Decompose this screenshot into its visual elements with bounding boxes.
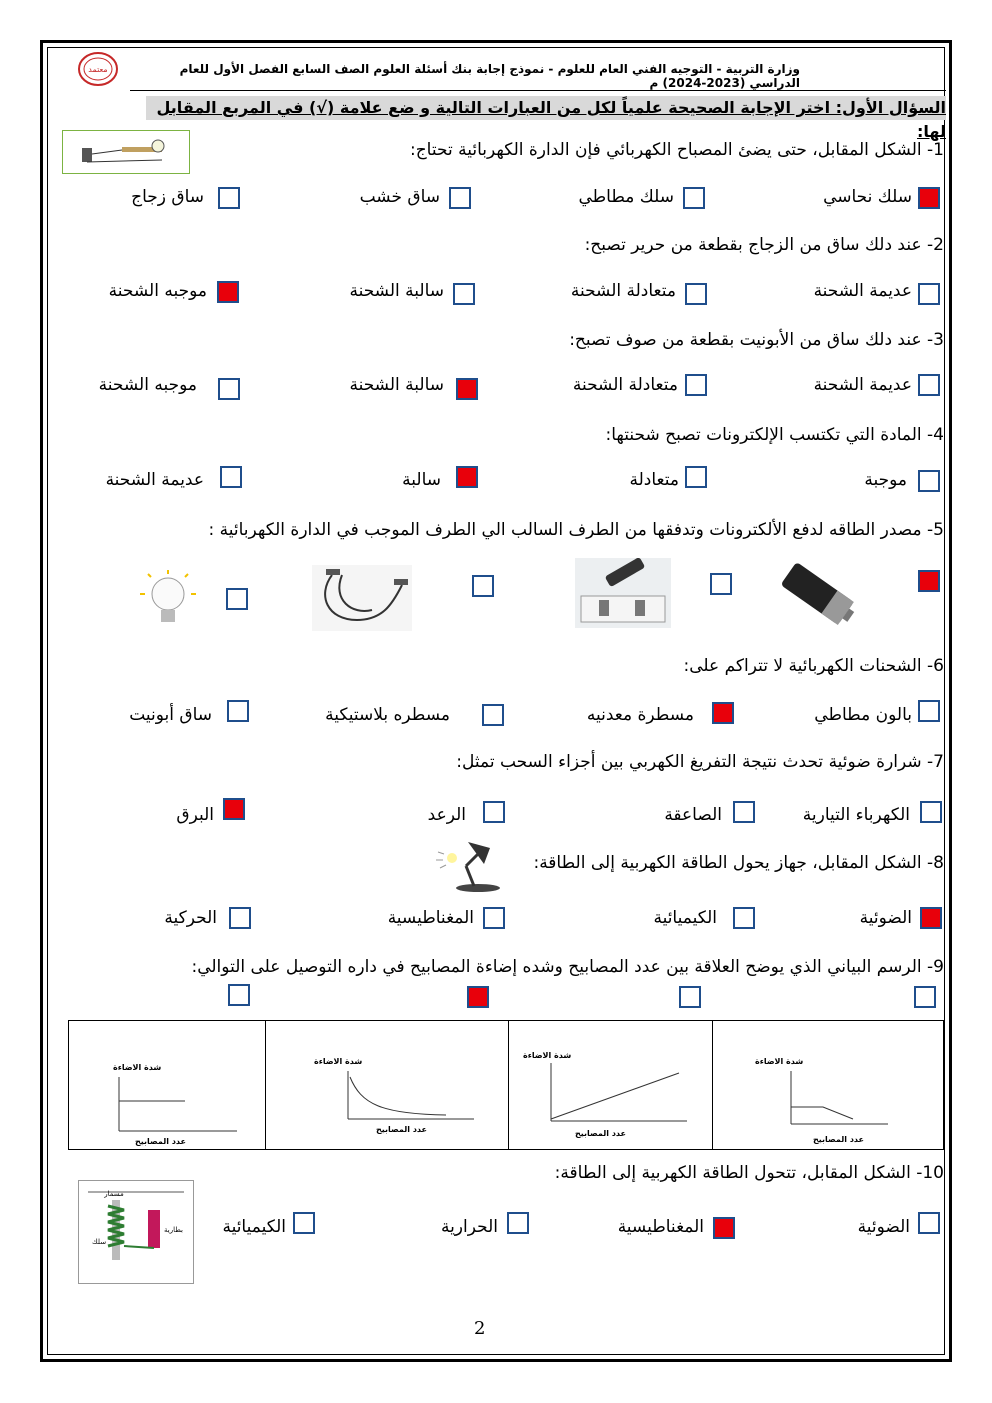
q3-option-3-checkbox[interactable] bbox=[456, 378, 478, 400]
q1-option-1-checkbox[interactable] bbox=[918, 187, 940, 209]
q8-option-3: المغناطيسية bbox=[387, 908, 474, 928]
wires-image bbox=[312, 565, 412, 631]
q2-option-2-checkbox[interactable] bbox=[685, 283, 707, 305]
question-8: 8- الشكل المقابل، جهاز يحول الطاقة الكهربية إلى الطاقة: bbox=[533, 853, 944, 873]
q8-option-3-checkbox[interactable] bbox=[483, 907, 505, 929]
q5-option-3-checkbox[interactable] bbox=[472, 575, 494, 597]
q4-option-4: عديمة الشحنة bbox=[105, 470, 204, 490]
q6-option-2: مسطرة معدنيه bbox=[586, 705, 694, 725]
q1-option-2-checkbox[interactable] bbox=[683, 187, 705, 209]
graph-2-xlabel: عدد المصابيح bbox=[575, 1129, 627, 1138]
q1-option-4-checkbox[interactable] bbox=[218, 187, 240, 209]
q8-option-2-checkbox[interactable] bbox=[733, 907, 755, 929]
q6-option-2-checkbox[interactable] bbox=[712, 702, 734, 724]
graph-3-xlabel: عدد المصابيح bbox=[376, 1125, 428, 1134]
q6-option-3-checkbox[interactable] bbox=[482, 704, 504, 726]
bulb-image bbox=[135, 568, 201, 634]
q8-option-2: الكيميائية bbox=[653, 908, 717, 928]
q8-option-4: الحركية bbox=[164, 908, 217, 928]
circuit-figure bbox=[62, 130, 190, 174]
section-title: السؤال الأول: اختر الإجابة الصحيحة علمياً لكل من العبارات التالية و ضع علامة (√) في المربع المقابل لها: bbox=[146, 96, 946, 120]
q8-option-1-checkbox[interactable] bbox=[920, 907, 942, 929]
q7-option-2-checkbox[interactable] bbox=[733, 801, 755, 823]
question-6: 6- الشحنات الكهربائية لا تتراكم على: bbox=[683, 656, 944, 676]
graph-3-plot bbox=[336, 1069, 476, 1121]
graph-3 bbox=[265, 1021, 509, 1149]
q1-option-3: ساق خشب bbox=[359, 187, 440, 207]
q3-option-1: عديمة الشحنة bbox=[813, 375, 912, 395]
q8-option-4-checkbox[interactable] bbox=[229, 907, 251, 929]
q2-option-2: متعادلة الشحنة bbox=[570, 281, 676, 301]
q10-option-2: المغناطيسية bbox=[617, 1217, 704, 1237]
q1-option-2: سلك مطاطي bbox=[578, 187, 674, 207]
logo-text: معتمد bbox=[88, 65, 108, 74]
graph-3-ylabel: شدة الاضاءة bbox=[314, 1057, 363, 1066]
page-header: وزارة التربية - التوجيه الفني العام للعلوم - نموذج إجابة بنك أسئلة العلوم الصف السابع الفصل الأول للعام الدراسي (2023-2024) م bbox=[179, 62, 800, 90]
fig-nail-label: مسمار bbox=[104, 1190, 124, 1198]
q9-option-3-checkbox[interactable] bbox=[467, 986, 489, 1008]
switch-image bbox=[575, 558, 671, 628]
graph-4 bbox=[69, 1021, 265, 1149]
q6-option-4: ساق أبونيت bbox=[129, 705, 212, 725]
graph-4-ylabel: شدة الاضاءة bbox=[113, 1063, 162, 1072]
q8-option-1: الضوئية bbox=[859, 908, 912, 928]
q10-option-1-checkbox[interactable] bbox=[918, 1212, 940, 1234]
q7-option-1: الكهرباء التيارية bbox=[802, 805, 910, 825]
header-divider bbox=[130, 90, 946, 91]
graph-1-plot bbox=[753, 1069, 893, 1129]
graph-2-ylabel: شدة الاضاءة bbox=[523, 1051, 572, 1060]
desk-lamp-image bbox=[428, 838, 512, 894]
q2-option-1: عديمة الشحنة bbox=[813, 281, 912, 301]
graph-1-xlabel: عدد المصابيح bbox=[813, 1135, 865, 1144]
q1-option-1: سلك نحاسي bbox=[823, 187, 912, 207]
q2-option-4-checkbox[interactable] bbox=[217, 281, 239, 303]
q7-option-2: الصاعقة bbox=[664, 805, 722, 825]
q7-option-3-checkbox[interactable] bbox=[483, 801, 505, 823]
fig-wire-label: سلك bbox=[92, 1238, 107, 1246]
q2-option-3-checkbox[interactable] bbox=[453, 283, 475, 305]
q10-option-2-checkbox[interactable] bbox=[713, 1217, 735, 1239]
question-7: 7- شرارة ضوئية تحدث نتيجة التفريغ الكهربي بين أجزاء السحب تمثل: bbox=[456, 752, 944, 772]
q2-option-4: موجبه الشحنة bbox=[108, 281, 207, 301]
q6-option-1-checkbox[interactable] bbox=[918, 700, 940, 722]
ministry-logo bbox=[78, 52, 118, 86]
q7-option-4-checkbox[interactable] bbox=[223, 798, 245, 820]
q10-option-4: الكيميائية bbox=[222, 1217, 286, 1237]
q9-option-4-checkbox[interactable] bbox=[228, 984, 250, 1006]
question-4: 4- المادة التي تكتسب الإلكترونات تصبح شحنتها: bbox=[605, 425, 944, 445]
graph-1-ylabel: شدة الاضاءة bbox=[755, 1057, 804, 1066]
q2-option-1-checkbox[interactable] bbox=[918, 283, 940, 305]
q4-option-2-checkbox[interactable] bbox=[685, 466, 707, 488]
q4-option-1-checkbox[interactable] bbox=[918, 470, 940, 492]
graph-4-xlabel: عدد المصابيح bbox=[135, 1137, 187, 1146]
q10-option-3-checkbox[interactable] bbox=[507, 1212, 529, 1234]
q3-option-1-checkbox[interactable] bbox=[918, 374, 940, 396]
graph-1 bbox=[712, 1021, 945, 1149]
battery-image bbox=[772, 560, 864, 628]
q6-option-4-checkbox[interactable] bbox=[227, 700, 249, 722]
q10-option-1: الضوئية bbox=[857, 1217, 910, 1237]
q4-option-4-checkbox[interactable] bbox=[220, 466, 242, 488]
q3-option-3: سالبة الشحنة bbox=[349, 375, 444, 395]
graph-4-plot bbox=[109, 1075, 239, 1133]
q7-option-3: الرعد bbox=[427, 805, 466, 825]
q7-option-4: البرق bbox=[176, 805, 214, 825]
q6-option-1: بالون مطاطي bbox=[814, 705, 912, 725]
question-5: 5- مصدر الطاقه لدفع الألكترونات وتدفقها من الطرف السالب الي الطرف الموجب في الدارة الكهربائية : bbox=[208, 520, 944, 540]
q10-option-3: الحرارية bbox=[440, 1217, 498, 1237]
question-3: 3- عند دلك ساق من الأبونيت بقطعة من صوف تصبح: bbox=[569, 330, 944, 350]
q1-option-3-checkbox[interactable] bbox=[449, 187, 471, 209]
question-10: 10- الشكل المقابل، تتحول الطاقة الكهربية إلى الطاقة: bbox=[554, 1163, 944, 1183]
fig-battery-label: بطارية bbox=[164, 1226, 183, 1234]
q3-option-4-checkbox[interactable] bbox=[218, 378, 240, 400]
q4-option-1: موجبة bbox=[864, 470, 907, 490]
question-9: 9- الرسم البياني الذي يوضح العلاقة بين عدد المصابيح وشده إضاءة المصابيح في داره التوصيل على التوالي: bbox=[191, 957, 944, 977]
question-2: 2- عند دلك ساق من الزجاج بقطعة من حرير تصبح: bbox=[584, 235, 944, 255]
q5-option-4-checkbox[interactable] bbox=[226, 588, 248, 610]
q4-option-3: سالبة bbox=[402, 470, 441, 490]
graph-2 bbox=[508, 1021, 713, 1149]
electromagnet-figure bbox=[78, 1180, 194, 1284]
q4-option-2: متعادلة bbox=[629, 470, 679, 490]
q10-option-4-checkbox[interactable] bbox=[293, 1212, 315, 1234]
graph-2-plot bbox=[539, 1061, 689, 1123]
q5-option-2-checkbox[interactable] bbox=[710, 573, 732, 595]
q4-option-3-checkbox[interactable] bbox=[456, 466, 478, 488]
graphs-table bbox=[68, 1020, 944, 1150]
q7-option-1-checkbox[interactable] bbox=[920, 801, 942, 823]
page-number: 2 bbox=[474, 1318, 486, 1339]
q3-option-2: متعادلة الشحنة bbox=[572, 375, 678, 395]
q9-option-2-checkbox[interactable] bbox=[679, 986, 701, 1008]
q3-option-4: موجبه الشحنة bbox=[98, 375, 197, 395]
question-1: 1- الشكل المقابل، حتى يضئ المصباح الكهربائي فإن الدارة الكهربائية تحتاج: bbox=[409, 140, 944, 160]
q6-option-3: مسطره بلاستيكية bbox=[325, 705, 450, 725]
q9-option-1-checkbox[interactable] bbox=[914, 986, 936, 1008]
q1-option-4: ساق زجاج bbox=[131, 187, 204, 207]
q5-option-1-checkbox[interactable] bbox=[918, 570, 940, 592]
q2-option-3: سالبة الشحنة bbox=[349, 281, 444, 301]
q3-option-2-checkbox[interactable] bbox=[685, 374, 707, 396]
